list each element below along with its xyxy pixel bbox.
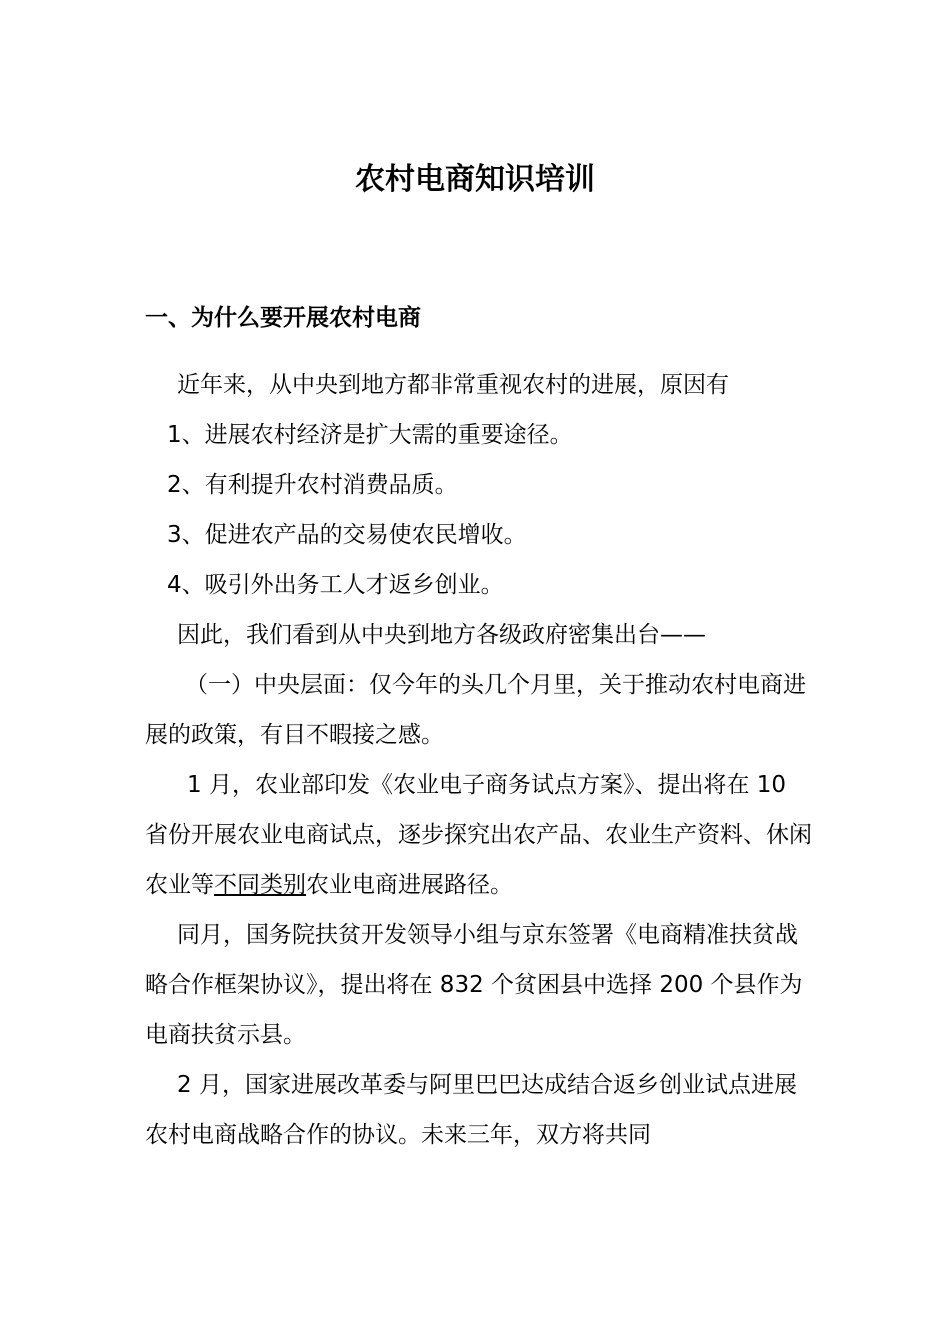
january-text-after: 农业电商进展路径。 xyxy=(306,872,513,898)
february-paragraph: 2 月，国家进展改革委与阿里巴巴达成结合返乡创业试点进展农村电商战略合作的协议。未来三年，双方将共同 xyxy=(145,1072,797,1148)
section-heading: 一、为什么要开展农村电商 xyxy=(145,305,421,331)
intro-paragraph: 近年来，从中央到地方都非常重视农村的进展，原因有 xyxy=(177,372,729,398)
section-body xyxy=(145,360,815,1160)
underlined-phrase: 不同类别 xyxy=(214,872,306,898)
list-item: 3、促进农产品的交易使农民增收。 xyxy=(167,522,527,548)
same-month-paragraph: 同月，国务院扶贫开发领导小组与京东签署《电商精准扶贫战略合作框架协议》，提出将在 832 个贫困县中选择 200 个县作为电商扶贫示县。 xyxy=(145,922,803,1048)
transition-paragraph: 因此，我们看到从中央到地方各级政府密集出台—— xyxy=(177,622,706,648)
list-item: 4、吸引外出务工人才返乡创业。 xyxy=(167,572,504,598)
january-paragraph xyxy=(145,760,815,910)
list-item: 2、有利提升农村消费品质。 xyxy=(167,472,458,498)
january-text-before: 1 月，农业部印发《农业电子商务试点方案》、提出将在 10 省份开展农业电商试点，逐步探究出农产品、农业生产资料、休闲农业等 xyxy=(145,772,812,898)
central-level-paragraph: （一）中央层面：仅今年的头几个月里，关于推动农村电商进展的政策，有目不暇接之感。 xyxy=(145,672,806,748)
document-title: 农村电商知识培训 xyxy=(355,162,595,197)
list-item: 1、进展农村经济是扩大需的重要途径。 xyxy=(167,422,573,448)
